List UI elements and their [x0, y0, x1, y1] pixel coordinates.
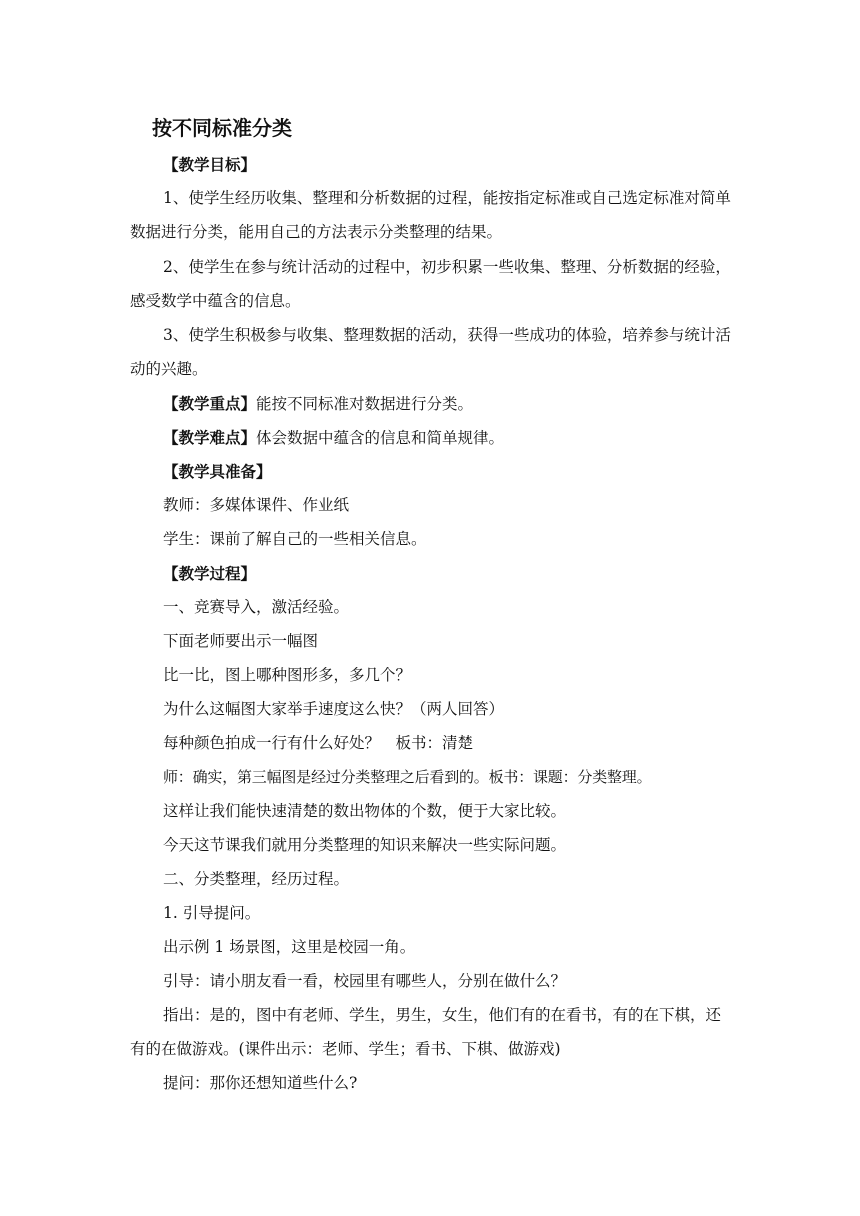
key-point [130, 387, 734, 422]
process-line: 1. 引导提问。 [163, 904, 261, 922]
process-line: 为什么这幅图大家举手速度这么快？（两人回答） [163, 700, 505, 718]
preparation-teacher: 教师：多媒体课件、作业纸 [163, 496, 350, 514]
preparation-heading: 【教学具准备】 [163, 462, 272, 481]
goal-item-1: 1、使学生经历收集、整理和分析数据的过程，能按指定标准或自己选定标准对简单数据进行分类，能用自己的方法表示分类整理的结果。 [130, 189, 731, 241]
process-line: 指出：是的，图中有老师、学生，男生，女生，他们有的在看书，有的在下棋，还有的在做游戏。(课件出示：老师、学生；看书、下棋、做游戏) [130, 1006, 722, 1058]
process-line: 出示例 1 场景图，这里是校园一角。 [163, 938, 416, 956]
difficulty-text: 体会数据中蕴含的信息和简单规律。 [256, 429, 505, 447]
goal-item-3: 3、使学生积极参与收集、整理数据的活动，获得一些成功的体验，培养参与统计活动的兴趣。 [130, 326, 731, 378]
process-line: 师：确实，第三幅图是经过分类整理之后看到的。板书：课题：分类整理。 [163, 768, 652, 786]
process-line: 每种颜色拍成一行有什么好处？ 板书：清楚 [163, 734, 474, 752]
difficulty [130, 421, 734, 456]
process-line: 这样让我们能快速清楚的数出物体的个数，便于大家比较。 [163, 802, 567, 820]
process-line: 引导：请小朋友看一看，校园里有哪些人，分别在做什么？ [163, 972, 567, 990]
process-line: 二、分类整理，经历过程。 [163, 870, 350, 888]
goal-item-2: 2、使学生在参与统计活动的过程中，初步积累一些收集、整理、分析数据的经验，感受数学中蕴含的信息。 [130, 258, 731, 310]
key-point-label: 【教学重点】 [163, 394, 257, 413]
process-line: 一、竞赛导入，激活经验。 [163, 598, 350, 616]
key-point-text: 能按不同标准对数据进行分类。 [256, 395, 474, 413]
document-title: 按不同标准分类 [152, 116, 292, 140]
process-line: 今天这节课我们就用分类整理的知识来解决一些实际问题。 [163, 836, 567, 854]
goals-heading: 【教学目标】 [163, 155, 257, 174]
preparation-student: 学生：课前了解自己的一些相关信息。 [163, 530, 427, 548]
process-line: 下面老师要出示一幅图 [163, 632, 319, 650]
process-line: 提问：那你还想知道些什么? [163, 1074, 358, 1092]
difficulty-label: 【教学难点】 [163, 428, 257, 447]
process-line: 比一比，图上哪种图形多，多几个？ [163, 666, 412, 684]
process-heading: 【教学过程】 [163, 564, 257, 583]
